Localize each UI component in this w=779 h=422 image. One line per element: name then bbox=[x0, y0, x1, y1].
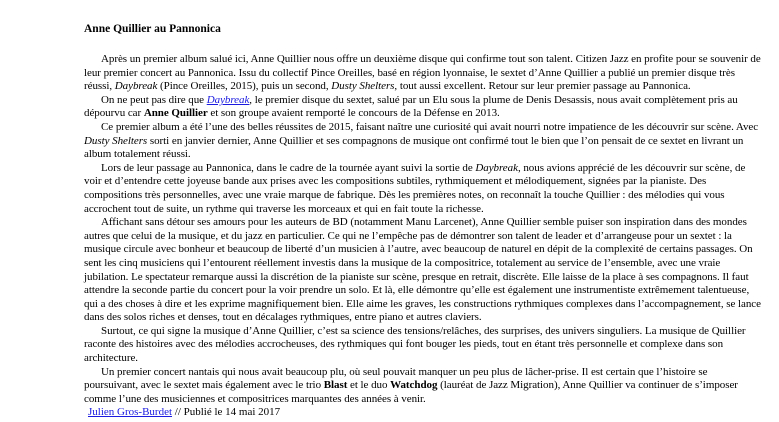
trio-blast: Blast bbox=[323, 379, 348, 392]
p7-text-b: et le duo bbox=[347, 379, 391, 392]
album-dusty-shelters: Dusty Shelters bbox=[331, 80, 395, 93]
p1-text-a: Après un premier album salué ici, Anne Quillier nous offre un deuxième disque qui confirme tout son talent. Citizen Jazz en profite pour se souvenir de leur premier concert au Pannonica. Issu du collectif Pince Oreilles, basé en région lyonnaise, le sextet d’Anne Quillier a publié un premier disque très réussi, bbox=[84, 53, 761, 93]
paragraph-6: Surtout, ce qui signe la musique d’Anne Quillier, c’est sa science des tensions/relâches, des surprises, des univers singuliers. La musique de Quillier raconte des histoires avec des mélodies accrocheuses, des rythmiques qui font bouger les pieds, tout en étant très personnelle et complexe dans son architecture. bbox=[84, 324, 746, 365]
publish-date: // Publié le 14 mai 2017 bbox=[172, 406, 281, 419]
album-daybreak: Daybreak bbox=[114, 80, 158, 93]
p7-text-a: Un premier concert nantais qui nous avait beaucoup plu, où seul pouvait manquer un peu plus de lâcher-prise. Il est certain que l’histoire se poursuivant, avec le sextet mais également avec le trio bbox=[84, 365, 708, 392]
p3-text-b: sorti en janvier dernier, Anne Quillier et ses compagnons de musique ont confirmé tout le bien que l’on pensait de ce sextet en livrant un album totalement réussi. bbox=[84, 134, 744, 161]
p1-text-c: , tout aussi excellent. Retour sur leur premier passage au Pannonica. bbox=[394, 80, 691, 93]
p2-text-c: et son groupe avaient remporté le concours de la Défense en 2013. bbox=[207, 107, 500, 120]
paragraph-1 bbox=[84, 53, 764, 94]
paragraph-2 bbox=[84, 94, 764, 121]
paragraph-5: Affichant sans détour ses amours pour les auteurs de BD (notamment Manu Larcenet), Anne Quillier semble puiser son inspiration dans des mondes autres que celui de la musique, et du jazz en particulier. Ce qui ne l’empêche pas de démontrer son talent de leader et d’arrangeuse pour un sextet : la musique circule avec bonheur et beaucoup de liberté d’un musicien à l’autre, avec beaucoup de naturel en dépit de la complexité de certains passages. On sent les cinq musiciens qui l’entourent réellement investis dans la musique de la compositrice, totalement au service de l’ensemble, avec une vraie jubilation. Le spectateur remarque aussi la discrétion de la pianiste sur scène, presque en retrait, discrète. Elle laisse de la place à ses compagnons. Il faut attendre la seconde partie du concert pour la voir prendre un solo. Et là, elle démontre qu’elle est également une instrumentiste extrêmement talentueuse, qui a des choses à dire et les exprime magnifiquement bien. Elle aime les graves, les constructions rythmiques complexes dans l’accompagnement, se lance dans des solos riches et denses, tout en décalages rythmiques, entre piano et autres claviers. bbox=[84, 216, 761, 324]
p3-text-a: Ce premier album a été l’une des belles réussites de 2015, faisant naître une curiosité qui avait nourri notre impatience de les découvrir sur scène. Avec bbox=[101, 120, 759, 133]
daybreak-link[interactable] bbox=[207, 94, 250, 106]
daybreak-link-label: Daybreak bbox=[206, 93, 250, 106]
p2-text-b: , le premier disque du sextet, salué par un Elu sous la plume de Denis Desassis, nous avait complètement pris au dépourvu car bbox=[84, 93, 738, 120]
article-title: Anne Quillier au Pannonica bbox=[84, 23, 221, 35]
album-daybreak-2: Daybreak bbox=[475, 161, 518, 174]
paragraph-4 bbox=[84, 162, 764, 216]
p7-text-c: (lauréat de Jazz Migration), Anne Quillier va continuer de s’imposer comme l’une des musiciennes et compositrices marquantes des années à venir. bbox=[84, 379, 738, 405]
p4-text-b: , nous avions apprécié de les découvrir sur scène, de voir et d’entendre cette joyeuse bande aux prises avec les compositions subtiles, rythmiquement et mélodiquement, signées par la pianiste. Des compositions très personnelles, avec une vraie marque de fabrique. Dès les premières notes, on reconnaît la touche Quillier : des mélodies qui vous accrochent tout de suite, un rythme qui traverse les morceaux et qui en fait toute la richesse. bbox=[84, 161, 746, 215]
album-dusty-shelters-2: Dusty Shelters bbox=[84, 134, 148, 147]
p4-text-a: Lors de leur passage au Pannonica, dans le cadre de la tournée ayant suivi la sortie de bbox=[101, 161, 476, 174]
p2-text-a: On ne peut pas dire que bbox=[101, 93, 207, 106]
byline bbox=[84, 406, 764, 420]
paragraph-3 bbox=[84, 121, 764, 162]
paragraph-7 bbox=[84, 366, 764, 407]
duo-watchdog: Watchdog bbox=[390, 379, 438, 392]
p1-text-b: (Pince Oreilles, 2015), puis un second, bbox=[157, 80, 332, 93]
artist-name: Anne Quillier bbox=[143, 107, 208, 120]
article bbox=[84, 22, 764, 420]
author-link[interactable]: Julien Gros-Burdet bbox=[88, 406, 173, 419]
